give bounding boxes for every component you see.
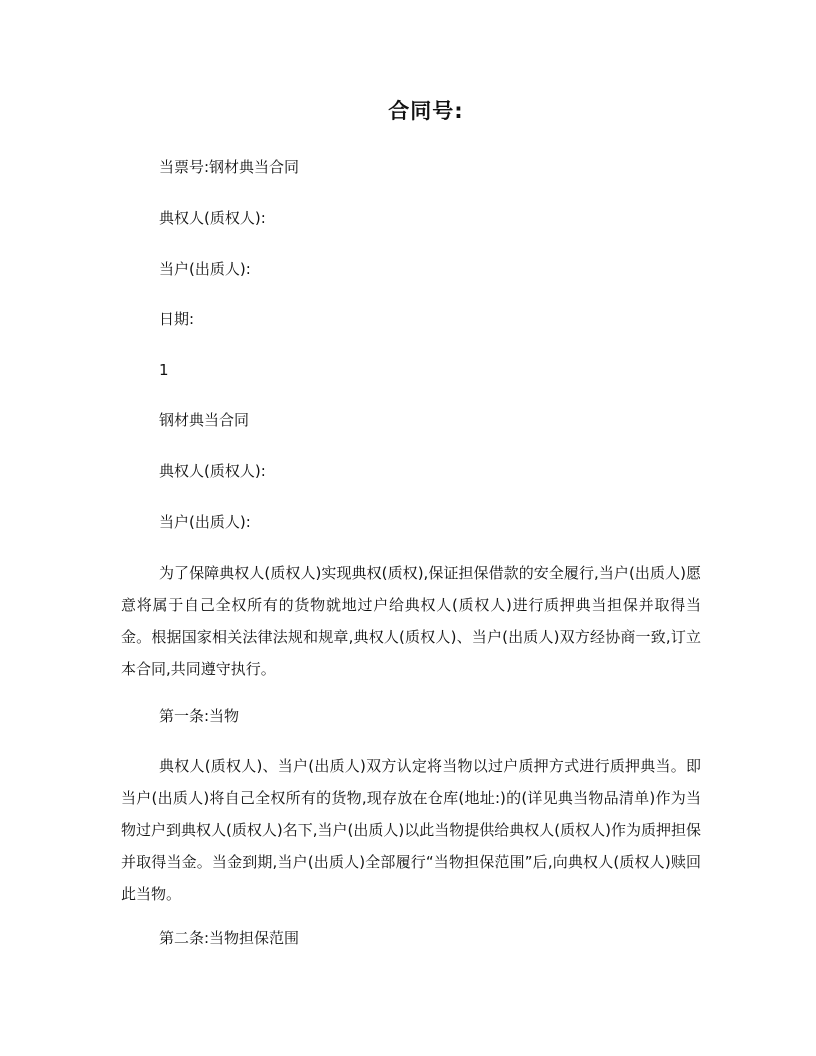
contract-number-title: 合同号: [388, 99, 464, 123]
page-number: 1 [159, 361, 169, 379]
article-1-paragraph: 典权人(质权人)、当户(出质人)双方认定将当物以过户质押方式进行质押典当。即当户(出质人)将自己全权所有的货物,现存放在仓库(地址:)的(详见典当物品清单)作为当物过户到典权人(质权人)名下,当户(出质人)以此当物提供给典权人(质权人)作为质押担保并取得当金。当金到期,当户(出质人)全部履行“当物担保范围”后,向典权人(质权人)赎回此当物。 [121, 757, 701, 903]
body-pawnor-line: 当户(出质人): [159, 513, 251, 531]
cover-pawnee-line: 典权人(质权人): [159, 209, 266, 227]
article-1-heading: 第一条:当物 [159, 707, 240, 725]
body-pawnee-line: 典权人(质权人): [159, 462, 266, 480]
preamble-paragraph: 为了保障典权人(质权人)实现典权(质权),保证担保借款的安全履行,当户(出质人)愿意将属于自己全权所有的货物就地过户给典权人(质权人)进行质押典当担保并取得当金。根据国家相关法律法规和规章,典权人(质权人)、当户(出质人)双方经协商一致,订立本合同,共同遵守执行。 [121, 564, 701, 678]
article-2-heading: 第二条:当物担保范围 [159, 929, 300, 947]
contract-name: 钢材典当合同 [159, 411, 250, 429]
ticket-number-line: 当票号:钢材典当合同 [159, 158, 300, 176]
date-line: 日期: [159, 310, 195, 328]
cover-pawnor-line: 当户(出质人): [159, 260, 251, 278]
